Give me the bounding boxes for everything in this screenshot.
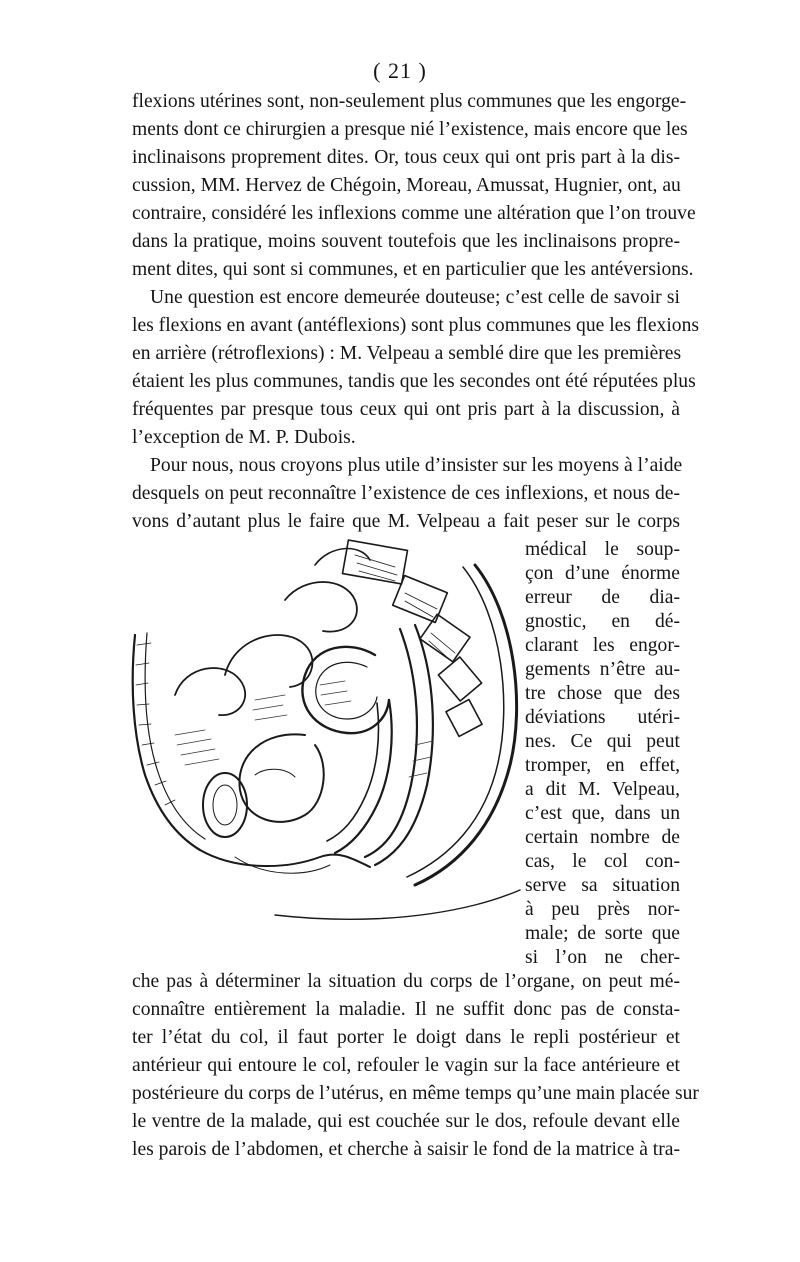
text-line: les flexions en avant (antéflexions) sont plus communes que les flexions bbox=[132, 315, 700, 336]
text-line: ter l’état du col, il faut porter le doigt dans le repli postérieur et bbox=[132, 1027, 680, 1048]
text-line: clarant les engor- bbox=[525, 635, 680, 656]
text-line: cussion, MM. Hervez de Chégoin, Moreau, Amussat, Hugnier, ont, au bbox=[132, 175, 681, 196]
text-line: le ventre de la malade, qui est couchée sur le dos, refoule devant elle bbox=[132, 1111, 680, 1132]
text-line: erreur de dia- bbox=[525, 587, 680, 608]
page-number: ( 21 ) bbox=[373, 58, 427, 83]
text-line: ments dont ce chirurgien a presque nié l’existence, mais encore que les bbox=[132, 119, 688, 140]
text-line: ment dites, qui sont si communes, et en particulier que les antéversions. bbox=[132, 259, 694, 280]
text-line: si l’on ne cher- bbox=[525, 947, 680, 968]
text-line: c’est que, dans un bbox=[525, 803, 680, 824]
text-line: dans la pratique, moins souvent toutefois que les inclinaisons propre- bbox=[132, 231, 680, 252]
text-line: tre chose que des bbox=[525, 683, 680, 704]
text-line: déviations utéri- bbox=[525, 707, 680, 728]
text-line: nes. Ce qui peut bbox=[525, 731, 680, 752]
text-line: inclinaisons proprement dites. Or, tous ceux qui ont pris part à la dis- bbox=[132, 147, 680, 168]
text-line: gements n’être au- bbox=[525, 659, 680, 680]
text-line: çon d’une énorme bbox=[525, 563, 680, 584]
text-line: postérieure du corps de l’utérus, en même temps qu’une main placée sur bbox=[132, 1083, 699, 1104]
text-line: Une question est encore demeurée douteuse; c’est celle de savoir si bbox=[150, 287, 680, 308]
text-line: a dit M. Velpeau, bbox=[525, 779, 680, 800]
text-line: fréquentes par presque tous ceux qui ont pris part à la discussion, à bbox=[132, 399, 680, 420]
text-line: connaître entièrement la maladie. Il ne suffit donc pas de consta- bbox=[132, 999, 680, 1020]
text-line: vons d’autant plus le faire que M. Velpeau a fait peser sur le corps bbox=[132, 511, 680, 532]
text-line: serve sa situation bbox=[525, 875, 680, 896]
anatomical-illustration bbox=[115, 505, 525, 925]
text-line: male; de sorte que bbox=[525, 923, 680, 944]
text-line: les parois de l’abdomen, et cherche à saisir le fond de la matrice à tra- bbox=[132, 1139, 680, 1160]
text-line: à peu près nor- bbox=[525, 899, 680, 920]
text-line: contraire, considéré les inflexions comme une altération que l’on trouve bbox=[132, 203, 696, 224]
text-line: Pour nous, nous croyons plus utile d’insister sur les moyens à l’aide bbox=[150, 455, 683, 476]
text-line: gnostic, en dé- bbox=[525, 611, 680, 632]
text-line: médical le soup- bbox=[525, 539, 680, 560]
text-line: flexions utérines sont, non-seulement plus communes que les engorge- bbox=[132, 91, 687, 112]
text-line: che pas à déterminer la situation du corps de l’organe, on peut mé- bbox=[132, 971, 680, 992]
text-line: desquels on peut reconnaître l’existence de ces inflexions, et nous de- bbox=[132, 483, 680, 504]
text-line: étaient les plus communes, tandis que les secondes ont été réputées plus bbox=[132, 371, 696, 392]
text-line: l’exception de M. P. Dubois. bbox=[132, 427, 356, 448]
text-line: cas, le col con- bbox=[525, 851, 680, 872]
text-line: en arrière (rétroflexions) : M. Velpeau a semblé dire que les premières bbox=[132, 343, 682, 364]
text-line: antérieur qui entoure le col, refouler le vagin sur la face antérieure et bbox=[132, 1055, 680, 1076]
text-line: tromper, en effet, bbox=[525, 755, 680, 776]
text-line: certain nombre de bbox=[525, 827, 680, 848]
